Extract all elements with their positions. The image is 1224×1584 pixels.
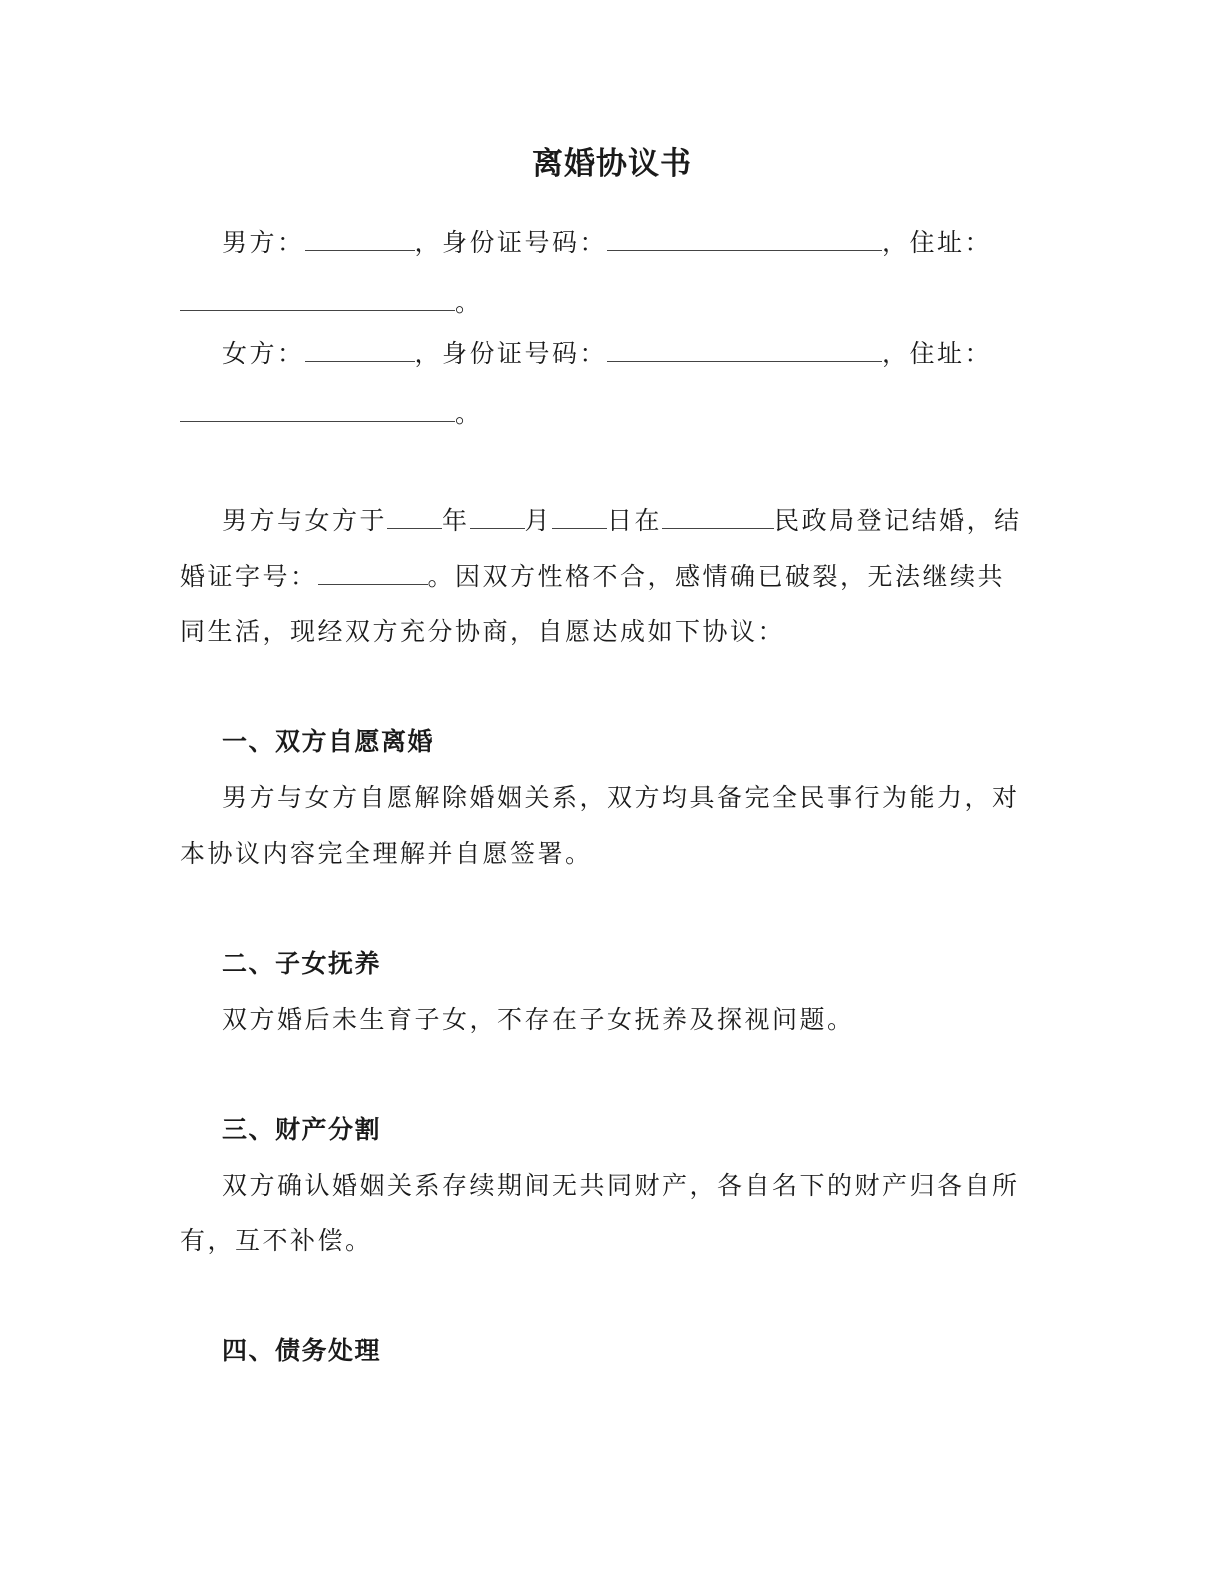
reason-text: 。因双方性格不合，感情确已破裂，无法继续共 [427, 562, 1006, 591]
marriage-text-1: 男方与女方于 [222, 506, 388, 535]
male-id-blank[interactable] [607, 222, 882, 251]
female-id-label: ，身份证号码： [414, 339, 608, 368]
section-3-line-1: 双方确认婚姻关系存续期间无共同财产，各自名下的财产归各自所 [222, 1171, 1020, 1200]
section-3-heading: 三、财产分割 [222, 1115, 382, 1144]
bureau-blank[interactable] [662, 500, 774, 529]
female-address-label: ，住址： [882, 339, 993, 368]
female-id-blank[interactable] [607, 333, 882, 362]
male-address-blank[interactable] [180, 282, 455, 311]
section-1-line-2: 本协议内容完全理解并自愿签署。 [180, 839, 593, 868]
month-label: 月 [524, 506, 553, 535]
bureau-text: 民政局登记结婚，结 [774, 506, 1022, 535]
male-name-blank[interactable] [305, 222, 415, 251]
male-address-end: 。 [455, 288, 483, 317]
female-name-blank[interactable] [305, 333, 415, 362]
female-label: 女方： [222, 339, 305, 368]
section-2-line-1: 双方婚后未生育子女，不存在子女抚养及探视问题。 [222, 1005, 855, 1034]
certificate-label: 婚证字号： [180, 562, 318, 591]
female-address-line [180, 393, 1060, 434]
marriage-line-2 [180, 556, 1060, 597]
female-address-end: 。 [455, 399, 483, 428]
marriage-line-1 [180, 500, 1102, 541]
day-blank[interactable] [552, 500, 607, 529]
male-party-line [180, 222, 1102, 263]
certificate-blank[interactable] [318, 556, 428, 585]
section-3-line-2: 有，互不补偿。 [180, 1226, 373, 1255]
section-1-line-1: 男方与女方自愿解除婚姻关系，双方均具备完全民事行为能力，对 [222, 783, 1020, 812]
female-address-blank[interactable] [180, 393, 455, 422]
year-blank[interactable] [387, 500, 442, 529]
month-blank[interactable] [470, 500, 525, 529]
document-title: 离婚协议书 [532, 146, 692, 182]
day-label: 日在 [607, 506, 663, 535]
section-4-heading: 四、债务处理 [222, 1336, 382, 1365]
male-address-label: ，住址： [882, 228, 993, 257]
male-label: 男方： [222, 228, 305, 257]
female-party-line [180, 333, 1102, 374]
year-label: 年 [442, 506, 470, 535]
section-2-heading: 二、子女抚养 [222, 949, 382, 978]
male-id-label: ，身份证号码： [414, 228, 608, 257]
male-address-line [180, 282, 1060, 323]
marriage-line-3: 同生活，现经双方充分协商，自愿达成如下协议： [180, 617, 786, 646]
section-1-heading: 一、双方自愿离婚 [222, 727, 435, 756]
